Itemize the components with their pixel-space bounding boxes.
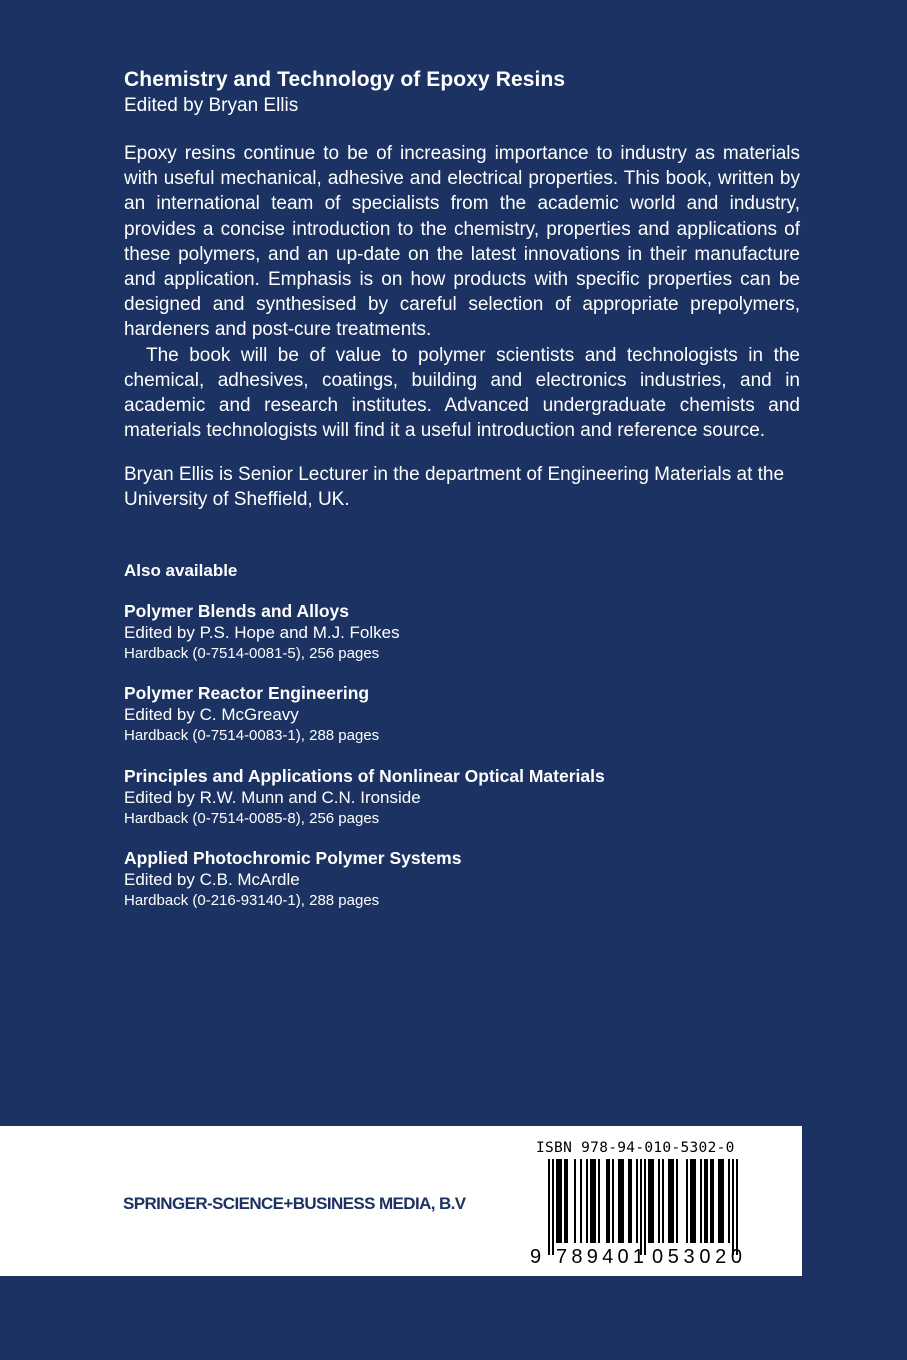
- related-book-editors: Edited by R.W. Munn and C.N. Ironside: [124, 788, 421, 807]
- barcode-bar: [640, 1159, 642, 1255]
- book-editor: Edited by Bryan Ellis: [124, 95, 299, 116]
- barcode-bar: [608, 1159, 610, 1243]
- barcode-bar: [710, 1159, 712, 1243]
- barcode-bar: [712, 1159, 714, 1243]
- barcode-bar: [644, 1159, 646, 1255]
- related-book-title: Polymer Reactor Engineering: [124, 683, 370, 703]
- barcode-bar: [556, 1159, 558, 1243]
- barcode-bar: [700, 1159, 702, 1243]
- barcode-digits-left: 789401: [556, 1246, 644, 1265]
- related-book: [124, 600, 400, 665]
- related-book-details: Hardback (0-216-93140-1), 288 pages: [124, 892, 380, 909]
- barcode-bar: [720, 1159, 722, 1243]
- related-book-title: Applied Photochromic Polymer Systems: [124, 848, 462, 868]
- barcode-bar: [560, 1159, 562, 1243]
- related-book-details: Hardback (0-7514-0083-1), 288 pages: [124, 727, 380, 744]
- barcode-bar: [592, 1159, 594, 1243]
- barcode-digit-first: 9: [530, 1246, 542, 1265]
- barcode-bar: [606, 1159, 608, 1243]
- barcode-bar: [548, 1159, 550, 1255]
- barcode-bar: [652, 1159, 654, 1243]
- barcode-bar: [580, 1159, 582, 1243]
- barcode-bar: [628, 1159, 630, 1243]
- barcode-bar: [722, 1159, 724, 1243]
- barcode-bar: [612, 1159, 614, 1243]
- barcode-bar: [686, 1159, 688, 1243]
- barcode-bar: [586, 1159, 588, 1243]
- related-book-title: Principles and Applications of Nonlinear Optical Materials: [124, 766, 605, 786]
- related-book-editors: Edited by C. McGreavy: [124, 705, 299, 724]
- barcode-bar: [672, 1159, 674, 1243]
- related-book-editors: Edited by C.B. McArdle: [124, 870, 300, 889]
- barcode: [528, 1140, 758, 1266]
- barcode-bar: [630, 1159, 632, 1243]
- related-book-title: Polymer Blends and Alloys: [124, 601, 349, 621]
- description-paragraph-2: The book will be of value to polymer scientists and technologists in the chemical, adhesives, coatings, building and electronics industries, and in academic and research institutes. Advanced undergraduate chemists and materials technologists will find it a useful introduction and reference source.: [124, 344, 800, 442]
- barcode-bar: [620, 1159, 622, 1243]
- book-title: Chemistry and Technology of Epoxy Resins: [124, 68, 566, 91]
- publisher-name: SPRINGER-SCIENCE+BUSINESS MEDIA, B.V: [123, 1194, 466, 1213]
- barcode-bar: [690, 1159, 692, 1243]
- barcode-bar: [618, 1159, 620, 1243]
- related-book: [124, 847, 461, 912]
- barcode-bar: [704, 1159, 706, 1243]
- barcode-bar: [736, 1159, 738, 1255]
- also-available-heading: Also available: [124, 561, 238, 580]
- barcode-bar: [622, 1159, 624, 1243]
- book-description: [124, 141, 800, 443]
- barcode-bar: [694, 1159, 696, 1243]
- barcode-bar: [590, 1159, 592, 1243]
- description-paragraph-1: Epoxy resins continue to be of increasing importance to industry as materials with useful mechanical, adhesive and electrical properties. This book, written by an international team of specialists from the academic world and industry, provides a concise introduction to the chemistry, properties and applications of these polymers, and an up-date on the latest innovations in their manufacture and application. Emphasis is on how products with specific properties can be designed and synthesised by careful selection of appropriate prepolymers, hardeners and post-cure treatments.: [124, 143, 800, 341]
- barcode-bar: [648, 1159, 650, 1243]
- barcode-bar: [706, 1159, 708, 1243]
- barcode-bar: [658, 1159, 660, 1243]
- barcode-bar: [662, 1159, 664, 1243]
- related-book-details: Hardback (0-7514-0081-5), 256 pages: [124, 645, 380, 662]
- related-book: [124, 765, 605, 830]
- isbn-label: ISBN 978-94-010-5302-0: [536, 1140, 735, 1156]
- barcode-bar: [668, 1159, 670, 1243]
- related-book: [124, 682, 379, 747]
- barcode-bar: [564, 1159, 566, 1243]
- barcode-bars: [528, 1159, 758, 1265]
- barcode-bar: [732, 1159, 734, 1255]
- barcode-bar: [558, 1159, 560, 1243]
- barcode-bar: [670, 1159, 672, 1243]
- barcode-bar: [598, 1159, 600, 1243]
- barcode-bar: [718, 1159, 720, 1243]
- barcode-bar: [594, 1159, 596, 1243]
- related-book-editors: Edited by P.S. Hope and M.J. Folkes: [124, 623, 400, 642]
- barcode-bar: [636, 1159, 638, 1243]
- barcode-bar: [728, 1159, 730, 1243]
- barcode-bar: [692, 1159, 694, 1243]
- author-bio: Bryan Ellis is Senior Lecturer in the department of Engineering Materials at the University of Sheffield, UK.: [124, 464, 785, 511]
- barcode-bar: [552, 1159, 554, 1255]
- barcode-bar: [574, 1159, 576, 1243]
- barcode-digits-right: 053020: [652, 1246, 742, 1265]
- barcode-bar: [566, 1159, 568, 1243]
- barcode-bar: [676, 1159, 678, 1243]
- related-book-details: Hardback (0-7514-0085-8), 256 pages: [124, 810, 380, 827]
- barcode-bar: [650, 1159, 652, 1243]
